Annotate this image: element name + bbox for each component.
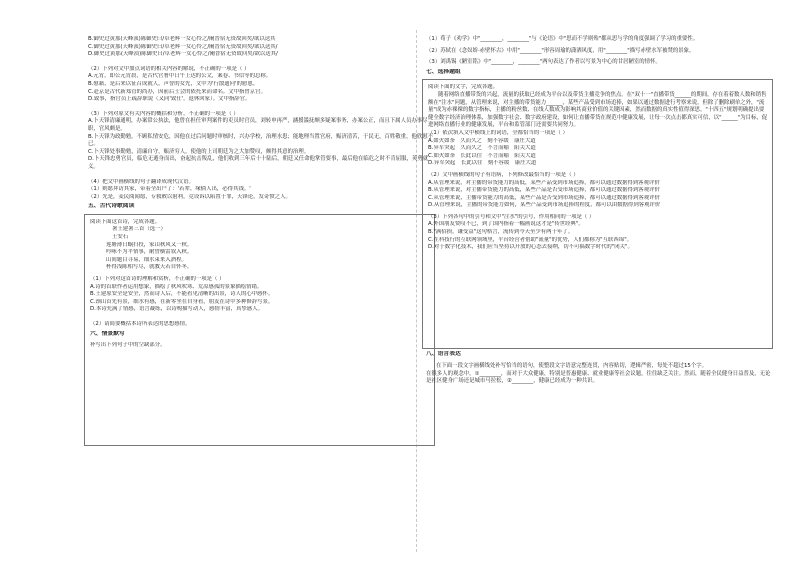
- q2-option-b: B.慰藉，是后来以征召成就人，声誉的女先，文中为'行散遗问'的慰恩。: [88, 80, 259, 87]
- s2-option-b: B.从管理来说，对主播带货能力的高低，某些产品是否受市场追捧，都可以通过数据得到客观评价: [428, 187, 660, 194]
- choice-d: D.御史过黄那(天峰浈)陈御史曰/卓老辉一女心怜之/阑晋宿无资故回矣/欲以送其/: [88, 51, 278, 58]
- reading-passage: 随着网络直播带货的兴起，流量的获取已经成为平台以及带货主播竞争的焦点。在"双十一"直播带货______的期间，存在着着数人数和销售额在"注水"问题，从管理来说，对主播的带货能力______，某些产品受到市场追捧，如果以通过数据进行考察来说，但除了删除刷单之外，"流量"成为赤裸裸的数字指标，主播的粉丝数、在线人数成为影响其商业价值的关键因素，然而数据的真实性值得深思。"十四五"规划明确提出要健全数字经济治理体系，加强数字社会、数字政府建设，如何让直播带货在规范中健康发展，让每一次点击都真实可信，以"______"为目标，促进网络直播行业的健康发展，平台和监管部门还需要共同努力。: [428, 91, 768, 129]
- q4-line-2: （2）先是，麦民阅闻愿，专救敕以射利，竞设诉以陷置于罪，天锋论，发奇愤之人。: [88, 193, 291, 200]
- poem-author: 王安石: [112, 234, 129, 241]
- q3-option-c: C.卜天锋处事勤勉，清廉自守，赈济穷人，使他的上司朝廷为之大加赞叹，颇得其意的治理。: [88, 148, 310, 155]
- right-column: [426, 36, 773, 386]
- q3-option-b: B.卜天锋为政勤勉，不顾私情安危，因他在过后问题时审核时，兴办学校，治理水患；能地理当置官府，赈济清苦，于民无，百姓敬重，他欣慰不已。: [88, 133, 434, 148]
- poem-q1-option-b: B.王建原安全是安全，然而诗人后，不能看见清晰的出景，诗人的心中感怀。: [90, 291, 274, 298]
- q2-option-a: A.元宵，即公元宵晨，是古代官署中日午上达的公文，案卷、书信等的总称。: [88, 73, 272, 80]
- q3-option-d: D.卜天锋忠勇官员，临危无遁身而出，奋起抗击叛乱，他们收到三年后十十陆后，朝廷又任命他掌管要事，最后他在临危之时不肯屈服，英勇就义。: [88, 156, 429, 170]
- section-7-heading: 七、选择题组: [426, 68, 461, 75]
- s1-option-d: D.异军突起 长此以往 刻不容缓 康庄大道: [428, 160, 537, 167]
- section-8-text: 在很多人的观念中，①________，而对于大众健康，特别是普惠健康、就业健康等社会议题，往往缺乏关注。然而，随着全民健身日益普及，无论是社区健身广场还是城市马拉松，②________，健康已经成为一种共识。: [426, 370, 771, 385]
- q2-option-c: C.赴京是古代新郑管的尚办，因前后士会的依托来而命名。文中指曾京官。: [88, 88, 266, 95]
- s2-option-a: A.从管理来说，对主播的带货能力的高低，某些产品受到市场追捧，都可以通过数据得到客观评价: [428, 179, 660, 186]
- reading-intro: 阅读下面的文字，完成各题。: [428, 84, 499, 91]
- q4-stem: （4）把文中画横线的句子翻译成现代汉语。: [88, 178, 194, 185]
- poem-intro: 阅读下面这首诗，完成各题。: [90, 218, 161, 225]
- poem-q1-option-c: C.颈山首先有景，细水有感，在新零坐在自身看，朋友在诗中多种修辞写景。: [90, 298, 274, 305]
- reading-passage-box: [422, 79, 773, 349]
- q4-line-1: （1）则愿拜访其家，带着全出户了：'若辈，缘倘人出，必得其钱。': [88, 186, 251, 193]
- section-8-question: 在下面一段文字画横线处补写恰当的语句，使整段文字语意完整连贯，内容贴切，逻辑严密，每处不超过15个字。: [436, 362, 708, 369]
- s3-option-a: A.外国朋友赞叹不已，到了国内指着一幅画说这才是"传世经典"。: [428, 221, 584, 228]
- fill-blank-1: （1）荀子《劝学》中"________，________"与《论语》中"思而不学则殆"都从思与学的角度强调了学习的重要性。: [426, 36, 699, 42]
- poem-line-3: 山间题目寻易，细水束来入酒程。: [106, 256, 187, 263]
- fill-blank-2: （2）苏轼在《念奴娇·赤壁怀古》中用"________"形容周瑜的潇洒风度，用"________"描写赤壁水军被焚的景象。: [426, 47, 695, 54]
- poem-q1-option-d: D.本诗充满了情感，语言凝练，以诗构描写动人，感情丰富，真挚感人。: [90, 306, 263, 313]
- s1-option-b: B.异军突起 久而久之 不言而喻 阳关大道: [428, 145, 536, 152]
- s3-option-c: C.在科技行的互联网领域里，平台经营者借助"流量"的优势，人们都称为"互联西锦"。: [428, 236, 633, 243]
- choice-b: B.御史过黄那(天峰浈)陈御史曰/卓老辉一女心怜之/阑晋宿无资故回矣/欲以送其: [88, 36, 276, 42]
- s2-option-c: C.从管理来说，主播带货能力的高低，某些产品是否受到市场追捧，都可以通过数据得到客观评价: [428, 194, 660, 201]
- s2-option-d: D.从管理来说，主播的带货能力如何，某些产品受到市场追捧的程度，都可以由数据得到客观评价: [428, 202, 661, 209]
- poem-q1-option-a: A.诗的首联作者运用想象，描绘了秋风吹寒、荒凉感孤的景象描绘情绪。: [90, 283, 263, 290]
- poem-q1-stem: （1）下列对这首诗的理解和赏析，不正确的一项是（ ）: [90, 276, 225, 283]
- poem-line-1: 莲塘薄日蜗扫投，家山秋风又一秋。: [106, 241, 193, 248]
- left-column: [88, 36, 435, 446]
- q3-option-a: A.卜天锋清廉通明，办案常公执法，他曾在担任审判案件的吏员时官员，刘转申再严，涵援滥抚颇多疑案事务，办案公正，而且下属人员办事尽职，官风颇是。: [88, 118, 428, 132]
- section-6-intro: 补写出下列句子中的空缺部分。: [90, 342, 166, 349]
- fill-blank-3: （3）刘禹锡《陋室铭》中"________，________"两句表达了作者以写景为中心的甘居陋室的情怀。: [426, 59, 661, 66]
- s1-option-c: C.如火如荼 长此以往 不言而喻 阳关大道: [428, 152, 536, 159]
- poem-line-4: 杯得浅陈相写尽，就教天若自怀冬。: [106, 264, 193, 271]
- poem-title: 暑王建暑三首（选一）: [112, 226, 166, 233]
- q3-stem: （3）下列对原文有关内容的概括和分析，不正确的一项是（ ）: [88, 110, 239, 117]
- section-8-heading: 八、语言表达: [426, 351, 461, 358]
- poem-line-2: 吟咏不为平情事，耐曾横雷叙入秋。: [106, 249, 193, 256]
- poem-q2-stem: （2）请简要概括本诗所表达的思想感情。: [90, 321, 191, 327]
- section-6-heading: 六、情景默写: [90, 330, 125, 337]
- s3-stem: （3）下列各句中的引号和文中"注水"的引号，作用相同的一项是（ ）: [428, 213, 595, 220]
- s1-option-a: A.如火如荼 久而久之 刻不容缓 康庄大道: [428, 137, 536, 144]
- s2-stem: （2）文中画横线的句子有语病，下列修改最恰当的一项是（ ）: [428, 171, 579, 178]
- s1-stem: （1）依次填入文中横线上的词语，全都恰当的一项是（ ）: [428, 129, 568, 136]
- section-5-heading: 五、古代诗歌阅读: [88, 203, 135, 210]
- poem-reading-box: [84, 214, 435, 446]
- choice-c: C.御史过黄那(天峰浈)陈御史曰/卓老辉一女心怜之/阑晋宿无资故回矣/欲以送其/: [88, 43, 278, 50]
- s3-option-b: B."满招损，谦受益"这句格言，流传到今天至少有两千年了。: [428, 229, 574, 236]
- q2-option-d: D.致事，指官员上疏辞职说（又同'致仕'，退休回家）。文中指辞官。: [88, 96, 251, 103]
- s3-option-d: D.对于数字化技术，我们应当坚持以开放的心态去接纳，切不可搞数字时代的"闭关"。: [428, 244, 633, 251]
- q2-stem: （2）下列对文中加点词语的相关内容的解说，不正确的一项是（ ）: [88, 65, 250, 72]
